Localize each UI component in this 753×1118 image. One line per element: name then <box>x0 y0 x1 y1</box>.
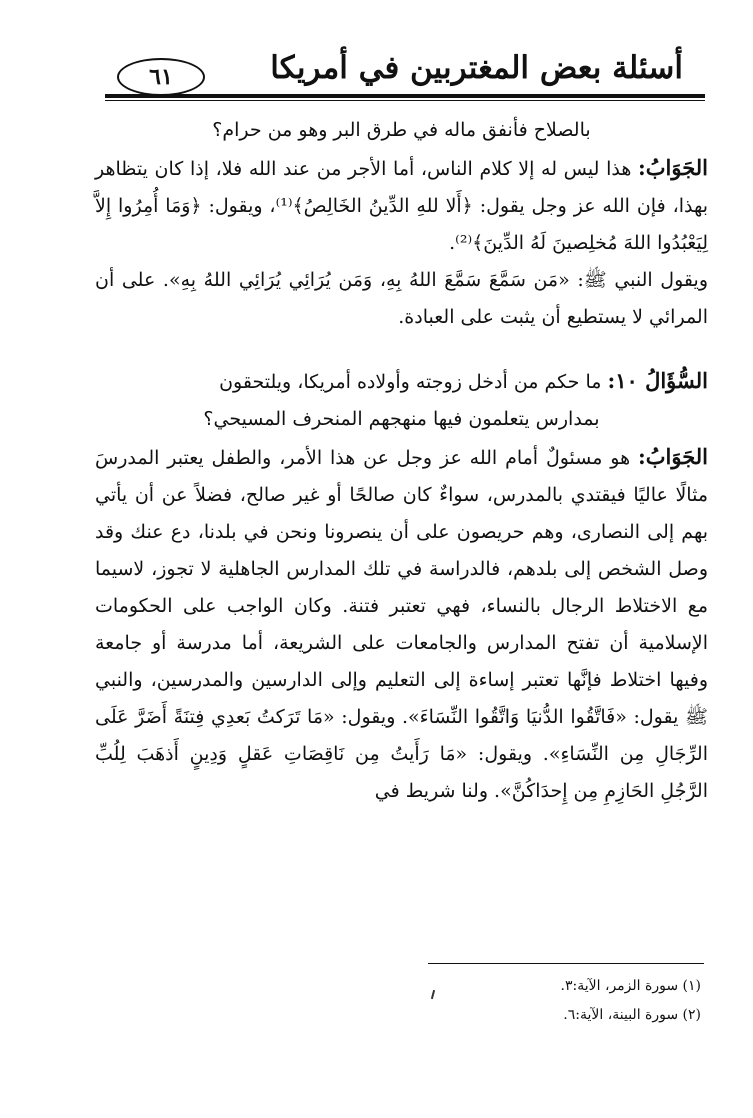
answer-text: هو مسئولٌ أمام الله عز وجل عن هذا الأمر، والطفل يعتبر المدرسَ مثالًا عاليًا فيقتدي بالمدرس، سواءٌ كان صالحًا أو غير صالح، فضلاً عن أن يأتي بهم إلى النصارى، وهم حريصون على أن ينصرونا ونحن في بلدنا، دع عنك وقد وصل الشخص إلى بلدهم، فالدراسة في تلك المدارس الجاهلية لا تجوز، لاسيما مع الاختلاط الرجال بالنساء، فهي تعتبر فتنة. وكان الواجب على الحكومات الإسلامية أن تفتح المدارس والجامعات على الشريعة، أما مدرسة أو جامعة وفيها اختلاط فإنَّها تعتبر إساءة إلى التعليم وإلى الدارسين والمدرسين، والنبي ﷺ يقول: «فَاتَّقُوا الدُّنيَا وَاتَّقُوا النِّسَاءَ». ويقول: «مَا تَرَكتُ بَعدِي فِتنَةً أَضَرَّ عَلَى الرِّجَالِ مِن النِّسَاءِ». ويقول: «مَا رَأَيتُ مِن نَاقِصَاتِ عَقلٍ وَدِينٍ أَذهَبَ لِلُبِّ الرَّجُلِ الحَازِمِ مِن إِحدَاكُنَّ». ولنا شريط في <box>95 447 708 802</box>
paragraph-answer-9 <box>95 149 708 262</box>
header-rule-thin <box>105 100 705 101</box>
footnote-separator <box>428 963 704 964</box>
answer-label: الجَوَابُ: <box>638 155 708 180</box>
header-rule <box>105 94 705 98</box>
answer-label: الجَوَابُ: <box>638 444 708 469</box>
paragraph-answer-10 <box>95 438 708 810</box>
footnote-2: (٢) سورة البينة، الآية:٦. <box>563 1007 701 1023</box>
page-number: ٦١ <box>149 64 173 90</box>
question-label: السُّؤَالُ ١٠: <box>607 368 708 393</box>
footnote-1: (١) سورة الزمر، الآية:٣. <box>560 978 701 994</box>
page-body <box>95 112 708 810</box>
page-number-badge <box>117 58 205 96</box>
running-header-title: أسئلة بعض المغتربين في أمريكا <box>270 50 683 86</box>
paragraph-question-end: بالصلاح فأنفق ماله في طرق البر وهو من حرام؟ <box>212 119 591 141</box>
paragraph-question-10 <box>95 362 708 401</box>
paragraph-hadith: ويقول النبي ﷺ: «مَن سَمَّعَ سَمَّعَ اللهُ بِهِ، وَمَن يُرَائِي يُرَائِي اللهُ بِهِ». على أن المرائي لا يستطيع أن يثبت على العبادة. <box>95 269 708 328</box>
answer-text: هذا ليس له إلا كلام الناس، أما الأجر من عند الله فلا، إذا كان يتظاهر بهذا، فإن الله عز وجل يقول: ﴿أَلا للهِ الدِّينُ الخَالِصُ﴾⁽¹⁾، ويقول: ﴿وَمَا أُمِرُوا إِلاَّ لِيَعْبُدُوا اللهَ مُخلِصينَ لَهُ الدِّينَ﴾⁽²⁾. <box>95 158 708 254</box>
question-text: ما حكم من أدخل زوجته وأولاده أمريكا، ويلتحقون <box>219 371 608 393</box>
question-text-continued: بمدارس يتعلمون فيها منهجهم المنحرف المسيحي؟ <box>203 408 600 430</box>
footnotes <box>431 972 701 1030</box>
